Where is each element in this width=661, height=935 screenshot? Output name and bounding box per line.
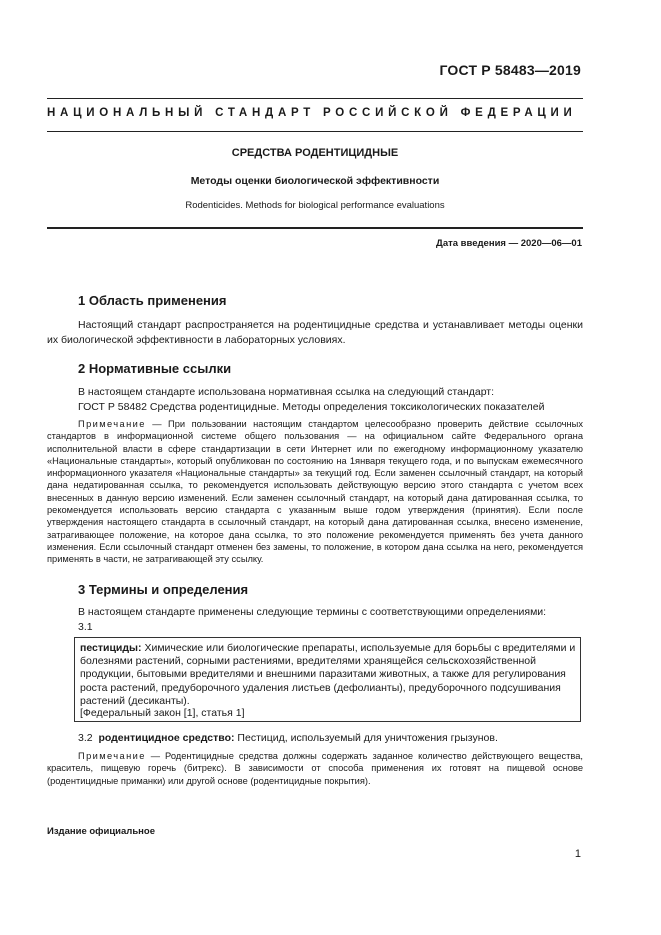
document-title: СРЕДСТВА РОДЕНТИЦИДНЫЕ xyxy=(231,147,399,159)
term-2-number: 3.2 xyxy=(78,732,93,744)
note-label: Примечание xyxy=(78,751,146,761)
section-3-intro: В настоящем стандарте применены следующие термины с соответствующими определениями: xyxy=(78,606,547,618)
term-2-term: родентицидное средство: xyxy=(98,732,235,744)
section-2-reference: ГОСТ Р 58482 Средства родентицидные. Методы определения токсикологических показателей xyxy=(78,401,545,413)
term-2-text: Пестицид, используемый для уничтожения грызунов. xyxy=(234,732,498,744)
term-1-term: пестициды: xyxy=(80,642,142,654)
note-text: — Родентицидные средства должны содержать заданное количество действующего вещества, краситель, пищевую горечь (битрекс). В зависимости от способа применения их готовят на пищевой основе (родентицидные приманки) или другой основе (родентицидные покрытия). xyxy=(47,751,583,786)
section-3-heading: 3 Термины и определения xyxy=(78,582,249,597)
gost-number: ГОСТ Р 58483—2019 xyxy=(439,62,581,78)
introduction-date: Дата введения — 2020—06—01 xyxy=(436,238,582,249)
header-divider-top xyxy=(47,98,583,99)
document-subtitle: Методы оценки биологической эффективности xyxy=(190,175,440,187)
page-number: 1 xyxy=(574,848,581,860)
document-english-title: Rodenticides. Methods for biological performance evaluations xyxy=(185,200,445,211)
official-edition-label: Издание официальное xyxy=(47,826,155,837)
section-2-heading: 2 Нормативные ссылки xyxy=(78,361,232,376)
section-1-text: Настоящий стандарт распространяется на родентицидные средства и устанавливает методы оценки их биологической эффективности в лабораторных условиях. xyxy=(47,319,583,346)
note-label: Примечание xyxy=(78,419,146,429)
term-1-definition xyxy=(80,642,577,708)
section-3-note xyxy=(47,750,583,787)
term-1-number: 3.1 xyxy=(78,621,93,633)
term-2-definition xyxy=(78,731,583,746)
national-standard-title: НАЦИОНАЛЬНЫЙ СТАНДАРТ РОССИЙСКОЙ ФЕДЕРАЦИИ xyxy=(47,107,577,119)
header-divider-bottom xyxy=(47,131,583,132)
title-divider xyxy=(47,227,583,229)
note-text: — При пользовании настоящим стандартом целесообразно проверить действие ссылочных стандартов в информационной системе общего пользования — на официальном сайте Федерального органа исполнительной власти в сфере стандартизации в сети Интернет или по ежегодному информационному указателю «Национальные стандарты», который опубликован по состоянию на 1января текущего года, и по выпускам ежемесячного информационного указателя «Национальные стандарты» за текущий год. Если заменен ссылочный стандарт, на который дана недатированная ссылка, то рекомендуется использовать действующую версию этого стандарта с учетом всех внесенных в данную версию изменений. Если заменен ссылочный стандарт, на который дана датированная ссылка, то рекомендуется использовать версию стандарта с указанным выше годом утверждения (принятия). Если после утверждения настоящего стандарта в ссылочный стандарт, на который дана датированная ссылка, внесено изменение, затрагивающее положение, на которое дана ссылка, то это положение рекомендуется применять без учета данного изменения. Если ссылочный стандарт отменен без замены, то положение, в котором дана ссылка на него, рекомендуется применять в части, не затрагивающей эту ссылку. xyxy=(47,419,583,565)
section-1-heading: 1 Область применения xyxy=(78,293,227,308)
section-2-line-1: В настоящем стандарте использована нормативная ссылка на следующий стандарт: xyxy=(78,386,495,398)
term-1-text: Химические или биологические препараты, используемые для борьбы с вредителями и болезнями растений, сорными растениями, вредителями хранящейся сельскохозяйственной продукции, бытовыми вредителями и внешними паразитами животных, а также для регулирования роста растений, предуборочного удаления листьев (дефолианты), предуборочного подсушивания растений (десиканты). xyxy=(80,642,576,707)
section-2-note xyxy=(47,418,583,566)
term-1-source: [Федеральный закон [1], статья 1] xyxy=(80,707,245,719)
